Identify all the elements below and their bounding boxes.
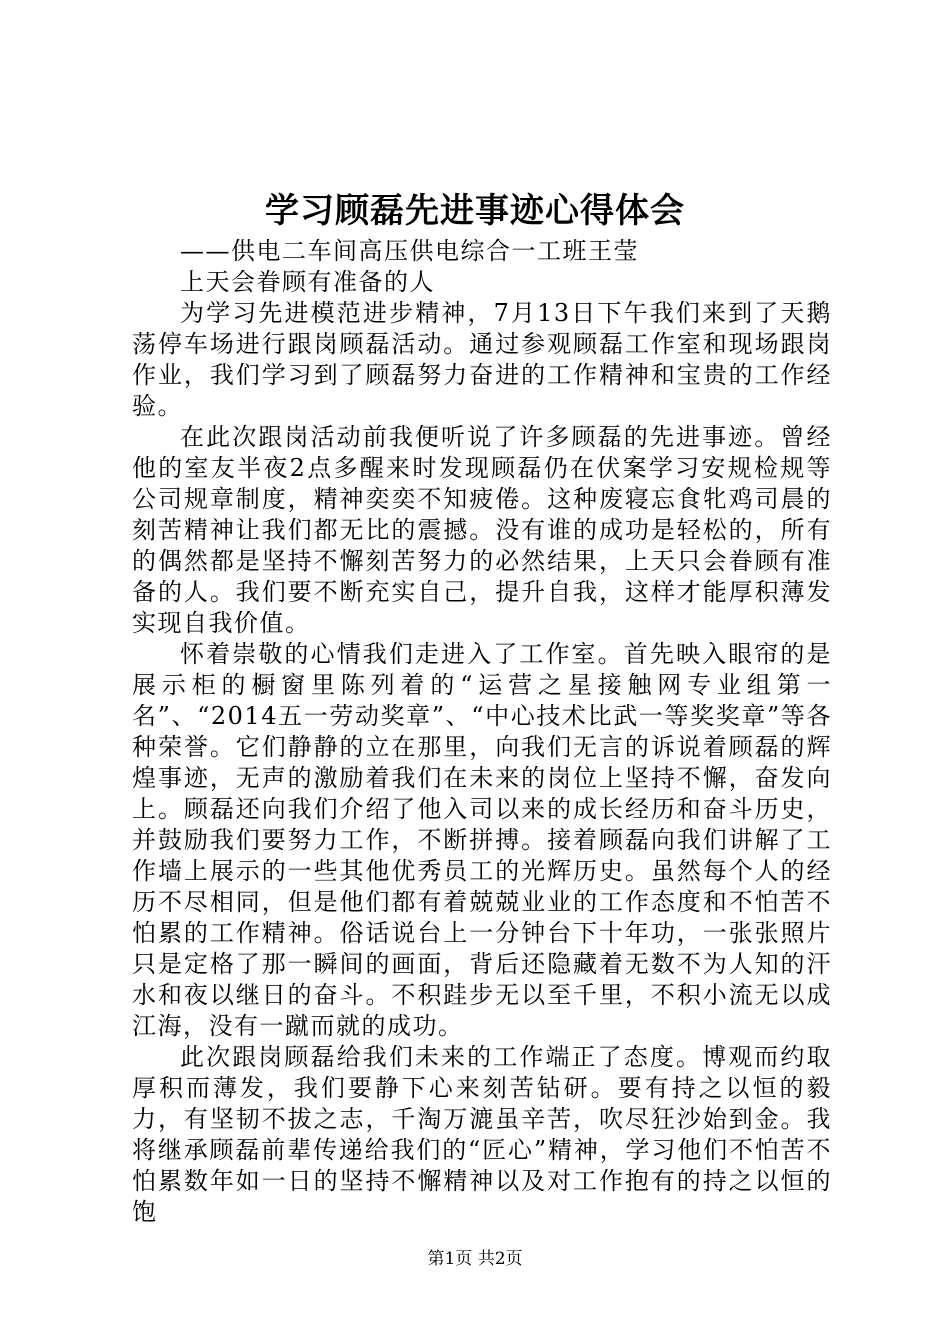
paragraph-1: 为学习先进模范进步精神，7月13日下午我们来到了天鹅荡停车场进行跟岗顾磊活动。通过参观顾磊工作室和现场跟岗作业，我们学习到了顾磊努力奋进的工作精神和宝贵的工作经验。 bbox=[132, 299, 832, 420]
paragraph-4: 此次跟岗顾磊给我们未来的工作端正了态度。博观而约取厚积而薄发，我们要静下心来刻苦钻研。要有持之以恒的毅力，有坚韧不拔之志，千淘万漉虽辛苦，吹尽狂沙始到金。我将继承顾磊前辈传递给我们的“匠心”精神，学习他们不怕苦不怕累数年如一日的坚持不懈精神以及对工作抱有的持之以恒的饱 bbox=[132, 1043, 832, 1226]
document-title: 学习顾磊先进事迹心得体会 bbox=[265, 191, 685, 231]
paragraph-3: 怀着崇敬的心情我们走进入了工作室。首先映入眼帘的是展示柜的橱窗里陈列着的“运营之星接触网专业组第一名”、“2014五一劳动奖章”、“中心技术比武一等奖奖章”等各种荣誉。它们静静的立在那里，向我们无言的诉说着顾磊的辉煌事迹，无声的激励着我们在未来的岗位上坚持不懈，奋发向上。顾磊还向我们介绍了他入司以来的成长经历和奋斗历史，并鼓励我们要努力工作，不断拼搏。接着顾磊向我们讲解了工作墙上展示的一些其他优秀员工的光辉历史。虽然每个人的经历不尽相同，但是他们都有着兢兢业业的工作态度和不怕苦不怕累的工作精神。俗话说台上一分钟台下十年功，一张张照片只是定格了那一瞬间的画面，背后还隐藏着无数不为人知的汗水和夜以继日的奋斗。不积跬步无以至千里，不积小流无以成江海，没有一蹴而就的成功。 bbox=[132, 640, 832, 1040]
heading-line: 上天会眷顾有准备的人 bbox=[180, 268, 435, 296]
document-subtitle: ——供电二车间高压供电综合一工班王莹 bbox=[180, 237, 639, 265]
page-footer: 第1页 共2页 bbox=[427, 1249, 523, 1269]
document-body bbox=[132, 236, 832, 1228]
paragraph-2: 在此次跟岗活动前我便听说了许多顾磊的先进事迹。曾经他的室友半夜2点多醒来时发现顾磊仍在伏案学习安规检规等公司规章制度，精神奕奕不知疲倦。这种废寝忘食牝鸡司晨的刻苦精神让我们都无比的震撼。没有谁的成功是轻松的，所有的偶然都是坚持不懈刻苦努力的必然结果，上天只会眷顾有准备的人。我们要不断充实自己，提升自我，这样才能厚积薄发实现自我价值。 bbox=[132, 423, 832, 637]
